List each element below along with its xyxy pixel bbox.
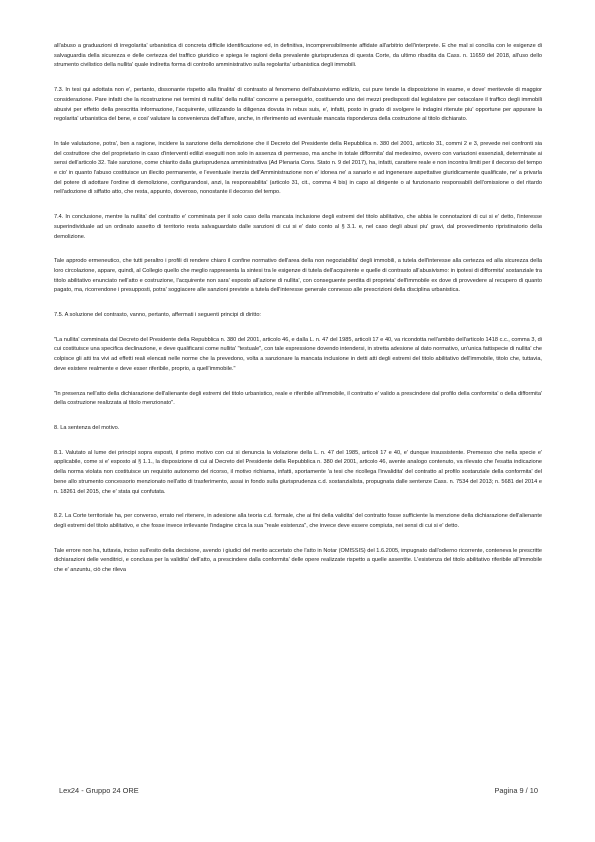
paragraph: In tale valutazione, potra', ben a ragione, incidere la sanzione della demolizione che il Decreto del Presidente della Repubblica n. 380 del 2001, articolo 31, commi 2 e 3, prevede nei confronti sia del costruttore che del proprietario in caso d'interventi edilizi eseguiti non solo in assenza di permesso, ma anche in totale difformita' dal medesimo, ovvero con variazioni essenziali, determinate ai sensi dell'articolo 32. Tale sanzione, come chiarito dalla giurisprudenza amministrativa (Ad Plenaria Cons. Stato n. 9 del 2017), ha, infatti, carattere reale e non incontra limiti per il decorso del tempo e cio' in quanto l'abuso costituisce un illecito permanente, e l'eventuale inerzia dell'Amministrazione non e' idonea ne' a sanarlo e ad ingenerare aspettative giuridicamente qualificate, ne' a privarla del potere di adottare l'ordine di demolizione, configurandosi, anzi, la responsabilita' (articolo 31, cit., comma 4 bis) in capo al dirigente o al funzionario responsabili dell'omissione o del ritardo nell'adozione di siffatto atto, che resta, appunto, doveroso, nonostante il decorso del tempo.: [54, 140, 542, 196]
paragraph: 8.1. Valutato al lume dei principi sopra esposti, il primo motivo con cui si denuncia la violazione della L. n. 47 del 1985, articoli 17 e 40, e' dunque insussistente. Premesso che nella specie e' applicabile, come si e' esposto al § 1.1., la disposizione di cui al Decreto del Presidente della Repubblica n. 380 del 2001, articolo 46, avente analogo contenuto, va rilevato che l'esatta indicazione della norma violata non costituisce un requisito autonomo del ricorso, il motivo richiama, infatti, sportamente 'a tesi che ricollega l'invalidita' del contratto al profilo sostanziale della conformita' del bene allo strumento concessorio menzionato nell'atto di trasferimento, assai in fondo sulla giurisprudenza c.d. sostanzialista, propugnata dalle sentenze Cass. n. 7534 del 2013; n. 5681 del 2014 e n. 18261 del 2015, che e' stata qui confutata.: [54, 449, 542, 495]
paragraph: Tale approdo ermeneutico, che tutti peraltro i profili di rendere chiaro il confine normativo dell'area della non negoziabilita' degli immobili, a tutela dell'interesse alla certezza ed alla sicurezza della loro circolazione, appare, quindi, al Collegio quello che meglio rappresenta la sintesi tra le esigenze di tutela dell'acquirente e quelle di contrasto all'abusivismo: in ipotesi di difformita' sostanziale tra titolo abilitativo enunciato nell'atto e costruzione, l'acquirente non sara' esposto all'azione di nullita', con conseguente perdita di proprieta' dell'immobile ex dove di provvedere al recupero di quanto pagato, ma, ricorrendone i presupposti, potra' soggiacere alle sanzioni previste a tutela dell'interesse generale connesso alle prescrizioni della disciplina urbanistica.: [54, 258, 542, 294]
paragraph: 7.3. In tesi qui adottata non e', pertanto, dissonante rispetto alla finalita' di contrasto al fenomeno dell'abusivismo edilizio, cui pure tende la disposizione in esame, e dove' meritevole di maggior considerazione. Pare infatti che la ricostruzione nei termini di nullita' della nullita' concorre a perseguirlo, costituendo uno dei mezzi predisposti dal legislatore per ostacolare il traffico degli immobili abusivi per effetto della prescritta informazione, l'acquirente, utilizzando la diligenza dovuta in rebus suis, e', infatti, posto in grado di svolgere le indagini ritenute piu' opportune per appurare la regolarita' urbanistica del bene, e cosi' valutare la convenienza dell'affare, anche, in riferimento ad eventuale mancata rispondenza della costruzione al titolo dichiarato.: [54, 87, 542, 123]
page-number: Pagina 9 / 10: [494, 786, 538, 795]
page-body: [54, 42, 542, 591]
page-footer: [59, 786, 538, 795]
paragraph: 8.2. La Corte territoriale ha, per converso, errato nel ritenere, in adesione alla teoria c.d. formale, che ai fini della validita' del contratto fosse sufficiente la menzione della dichiarazione dell'alienante degli estremi del titolo abilitativo, e che fosse invece irrilevante l'indagine circa la sua "reale esistenza", che invece deve essere compiuta, nei sensi di cui si e' detto.: [54, 513, 542, 529]
footer-publisher: Lex24 - Gruppo 24 ORE: [59, 786, 139, 795]
section-heading: 7.5. A soluzione del contrasto, vanno, pertanto, affermati i seguenti principi di diritto:: [54, 312, 261, 319]
principle-quote: "La nullita' comminata dal Decreto del Presidente della Repubblica n. 380 del 2001, articolo 46, e dalla L. n. 47 del 1985, articoli 17 e 40, va ricondotta nell'ambito dell'articolo 1418 c.c., comma 3, di cui costituisce una specifica declinazione, e deve qualificarsi come nullita' "testuale", con tale espressione dovendo intendersi, in stretta adesione al dato normativo, un'unica fattispecie di nullita' che colpisce gli atti tra vivi ad effetti reali elencati nelle norme che la prevedono, volta a sanzionare la mancata inclusione in detti atti degli estremi del titolo abilitativo dell'immobile, titolo che, tuttavia, deve esistere realmente e deve esser riferibile, proprio, a quell'immobile.": [54, 336, 542, 372]
paragraph: 7.4. In conclusione, mentre la nullita' del contratto e' comminata per il solo caso della mancata inclusione degli estremi del titolo abilitativo, che abbia le connotazioni di cui si e' detto, l'interesse superindividuale ad un ordinato assetto di territorio resta salvaguardato dalle sanzioni di cui si e' dato conto al § 3.1. e, nel caso degli abusi piu' gravi, dal provvedimento ripristinatorio della demolizione.: [54, 214, 542, 240]
principle-quote: "In presenza nell'atto della dichiarazione dell'alienante degli estremi del titolo urbanistico, reale e riferibile all'immobile, il contratto e' valido a prescindere dal profilo della conformita' o della difformita' della costruzione realizzata al titolo menzionato".: [54, 390, 542, 407]
paragraph: Tale errore non ha, tuttavia, inciso sull'esito della decisione, avendo i giudici del merito accertato che l'atto in Notar (OMISSIS) del 1.6.2005, impugnato dall'odierno ricorrente, conteneva le prescritte dichiarazioni delle venditrici, e conclusa per la validita' dell'atto, a prescindere dalla conformita' delle opere realizzate rispetto a quelle assentite. L'esistenza del titolo abilitativo riferibile all'immobile che e' anzuntu, ciò che rileva: [54, 547, 542, 574]
section-heading: 8. La sentenza del motivo.: [54, 424, 120, 431]
paragraph: all'abuso a graduazioni di irregolarita' urbanistica di concreta difficile identificazione ed, in definitiva, incomprensibilmente affidate all'arbitrio dell'interprete. E che mal si concilia con le esigenze di salvaguardia della sicurezza e delle certezza del traffico giuridico e spiega le ragioni della prevalente giurisprudenza di questa Corte, da ultimo ribadita da Cass. n. 11659 del 2018, all'uso dello strumento civilistico della nullita' quale indiretta forma di controllo amministrativo sulla regolarita' urbanistica degli immobili.: [54, 43, 542, 69]
